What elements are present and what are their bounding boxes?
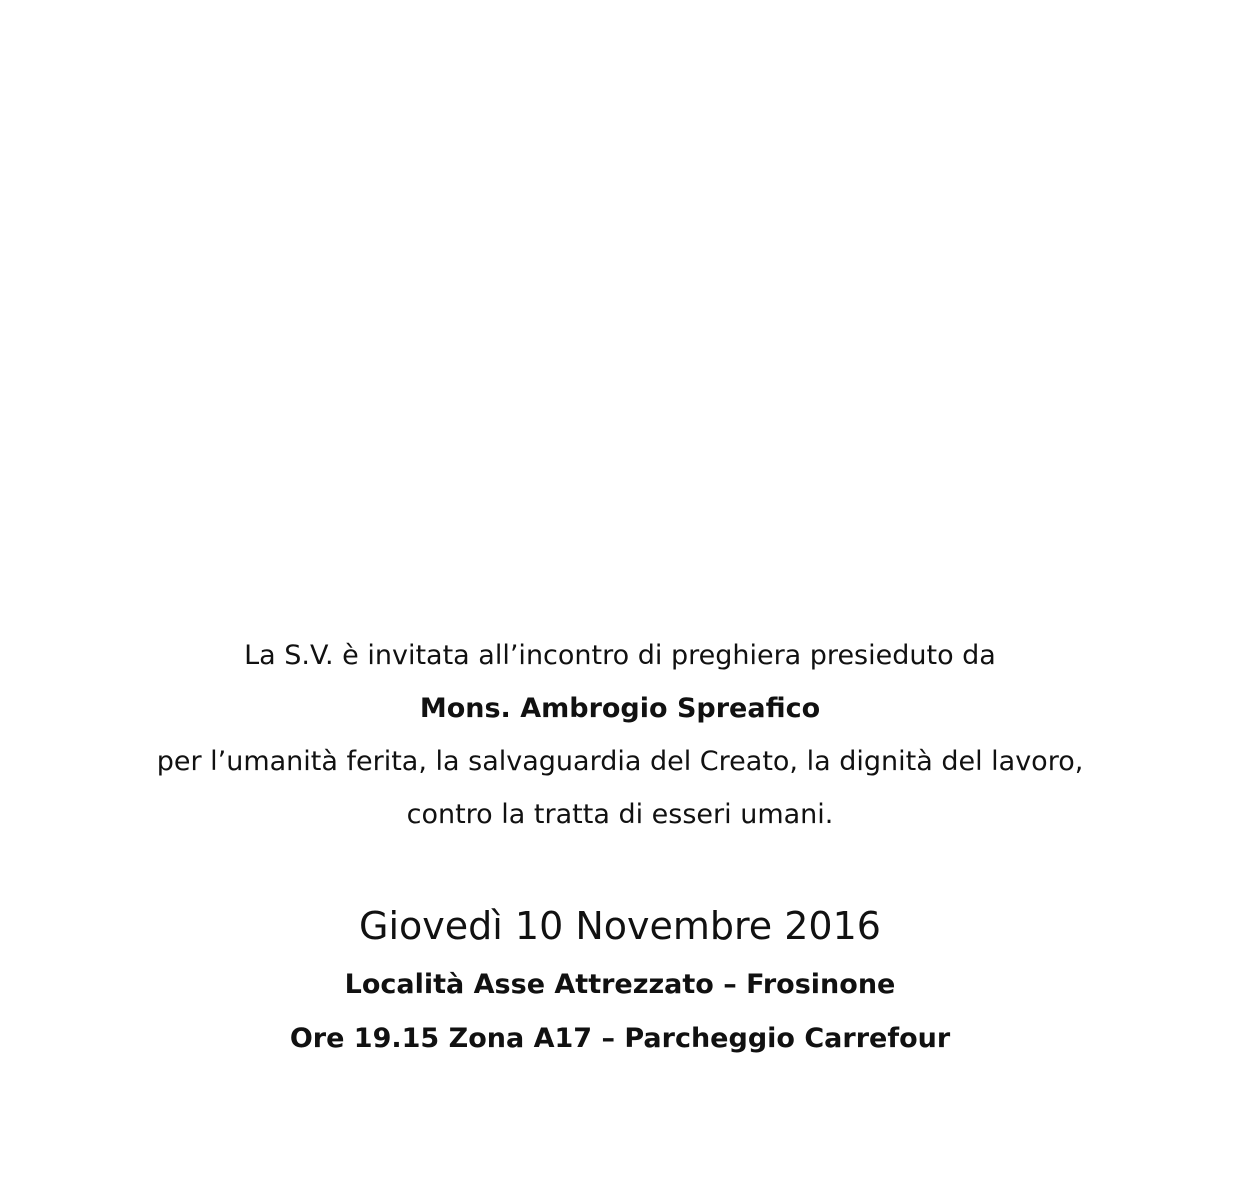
event-location: Località Asse Attrezzato – Frosinone	[344, 969, 896, 1000]
celebrant-name: Mons. Ambrogio Spreafico	[419, 693, 821, 724]
event-date: Giovedì 10 Novembre 2016	[359, 904, 881, 948]
event-time-and-parking: Ore 19.15 Zona A17 – Parcheggio Carrefour	[289, 1023, 951, 1054]
invitation-intro-text: La S.V. è invitata all’incontro di preghiera presieduto da	[244, 640, 996, 671]
purpose-text-line-2: contro la tratta di esseri umani.	[406, 799, 834, 830]
purpose-text-line-1: per l’umanità ferita, la salvaguardia del Creato, la dignità del lavoro,	[156, 746, 1084, 777]
